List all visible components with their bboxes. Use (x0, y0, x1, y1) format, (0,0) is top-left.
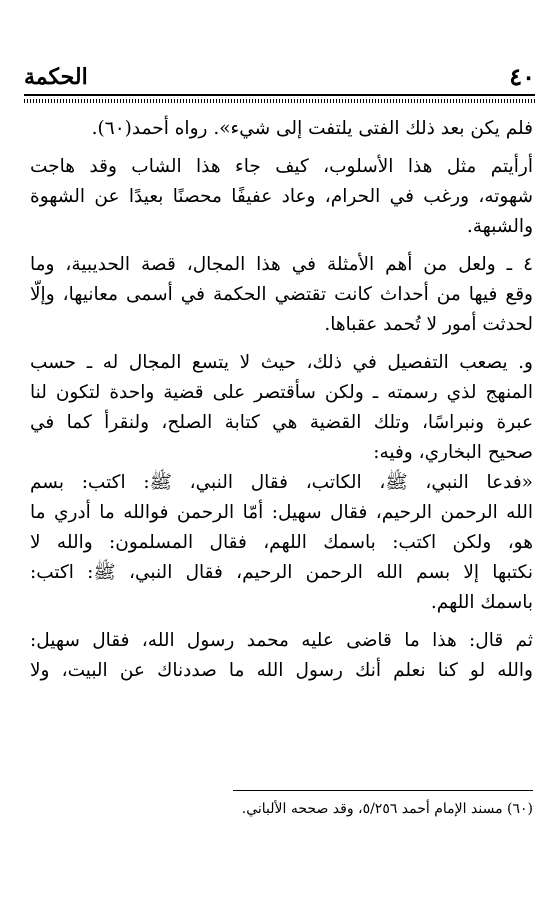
text-line: المنهج لذي رسمته ـ ولكن سأقتصر على قضية واحدة لتكون لنا (30, 382, 533, 403)
running-title: الحكمة (24, 64, 88, 90)
paragraph-gap (30, 242, 533, 250)
text-line: ٤ ـ ولعل من أهم الأمثلة في هذا المجال، قصة الحديبية، وما (30, 254, 533, 275)
text-line: الله الرحمن الرحيم، فقال سهيل: أمّا الرحمن فوالله ما أدري ما (30, 502, 533, 523)
text-line: لحدثت أمور لا تُحمد عقباها. (324, 314, 533, 335)
text-line: أرأيتم مثل هذا الأسلوب، كيف جاء هذا الشاب وقد هاجت (30, 156, 533, 177)
text-line: وقع فيها من أحداث كانت تقتضي الحكمة في أسمى معانيها، وإلّا (30, 284, 533, 305)
text-line: «فدعا النبي، ﷺ، الكاتب، فقال النبي، ﷺ: اكتب: بسم (30, 472, 533, 493)
body-text (30, 114, 533, 686)
page-header (24, 62, 535, 92)
paragraph-gap (30, 340, 533, 348)
page-number: ٤٠ (509, 62, 535, 91)
text-line: نكتبها إلا بسم الله الرحمن الرحيم، فقال النبي، ﷺ: اكتب: (30, 562, 533, 583)
text-line: هو، ولكن اكتب: باسمك اللهم، فقال المسلمون: والله لا (30, 532, 533, 553)
paragraph-gap (30, 618, 533, 626)
footnote-rule (233, 790, 533, 791)
paragraph-gap (30, 144, 533, 152)
text-line: شهوته، ورغب في الحرام، وعاد عفيفًا محصنًا بعيدًا عن الشهوة (30, 186, 533, 207)
header-rule (24, 94, 535, 104)
text-line: ثم قال: هذا ما قاضى عليه محمد رسول الله، فقال سهيل: (30, 630, 533, 651)
text-line: عبرة ونبراسًا، وتلك القضية هي كتابة الصلح، ولنقرأ كما في (30, 412, 533, 433)
text-line: والله لو كنا نعلم أنك رسول الله ما صددناك عن البيت، ولا (30, 660, 533, 681)
text-line: والشبهة. (466, 216, 533, 237)
footnote: (٦٠) مسند الإمام أحمد ٥/٢٥٦، وقد صححه الألباني. (241, 801, 533, 817)
text-line: باسمك اللهم. (430, 592, 533, 613)
text-line: صحيح البخاري، وفيه: (373, 442, 533, 463)
text-line: و. يصعب التفصيل في ذلك، حيث لا يتسع المجال له ـ حسب (30, 352, 533, 373)
text-line: فلم يكن بعد ذلك الفتى يلتفت إلى شيء». رواه أحمد(٦٠). (91, 118, 533, 139)
